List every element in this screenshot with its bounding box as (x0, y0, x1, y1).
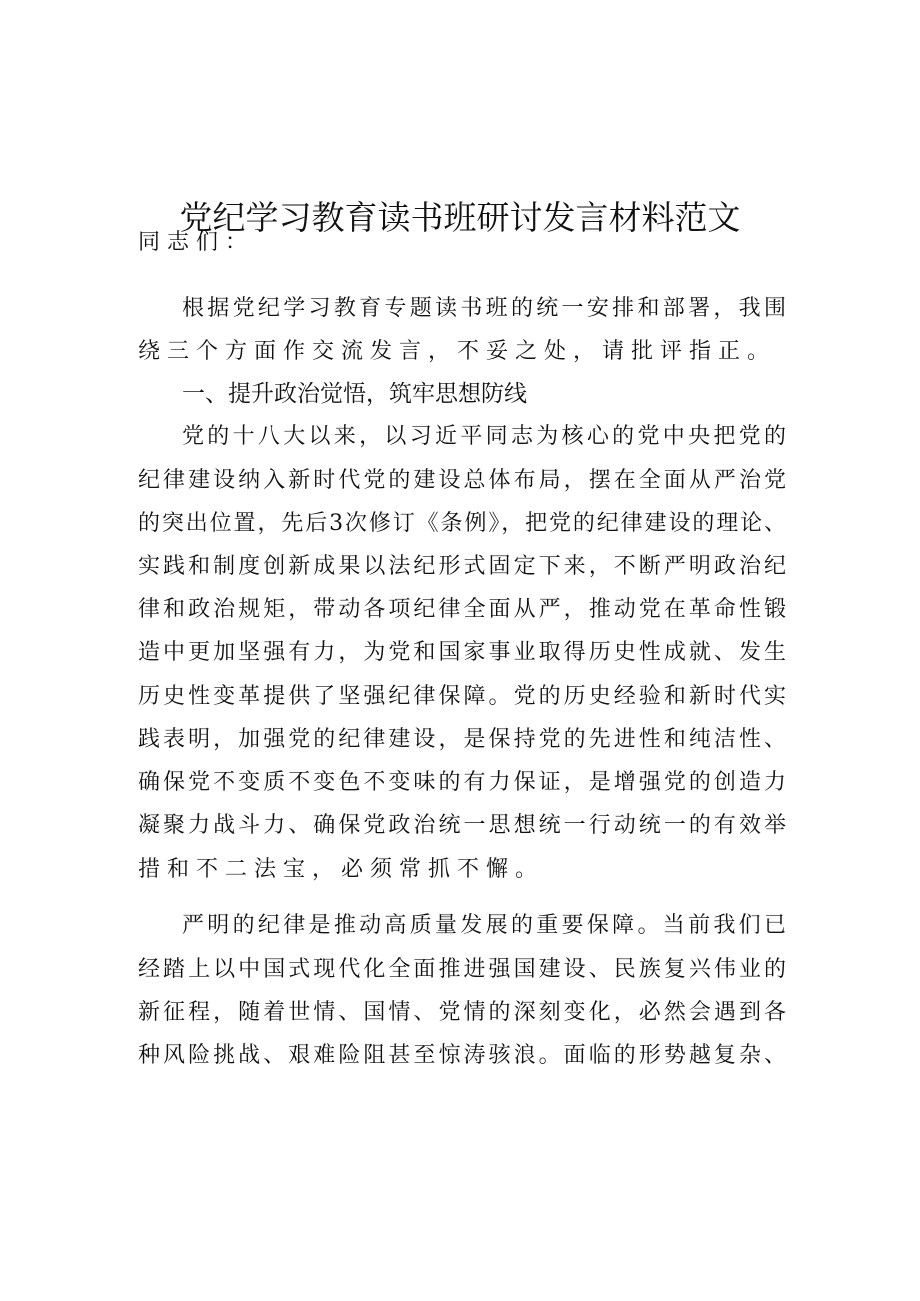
paragraph-line: 严明的纪律是推动高质量发展的重要保障。当前我们已 (182, 913, 786, 938)
paragraph-line: 纪律建设纳入新时代党的建设总体布局，摆在全面从严治党 (138, 468, 786, 493)
paragraph-line: 种风险挑战、艰难险阻甚至惊涛骇浪。面临的形势越复杂、 (138, 1043, 786, 1068)
paragraph-line: 确保党不变质不变色不变味的有力保证，是增强党的创造力 (138, 770, 786, 795)
salutation: 同志们： (138, 230, 255, 255)
document-title: 党纪学习教育读书班研讨发言材料范文 (179, 198, 741, 237)
paragraph-line: 经踏上以中国式现代化全面推进强国建设、民族复兴伟业的 (138, 957, 786, 982)
intro-line: 绕三个方面作交流发言，不妥之处，请批评指正。 (138, 339, 777, 364)
paragraph-line: 践表明，加强党的纪律建设，是保持党的先进性和纯洁性、 (138, 727, 786, 752)
intro-line: 根据党纪学习教育专题读书班的统一安排和部署，我围 (182, 296, 786, 321)
paragraph-line: 历史性变革提供了坚强纪律保障。党的历史经验和新时代实 (138, 684, 786, 709)
section-heading: 一、提升政治觉悟，筑牢思想防线 (182, 381, 527, 407)
paragraph-line: 党的十八大以来，以习近平同志为核心的党中央把党的 (182, 424, 786, 449)
paragraph-line: 实践和制度创新成果以法纪形式固定下来，不断严明政治纪 (138, 554, 786, 579)
paragraph-line: 措和不二法宝，必须常抓不懈。 (138, 857, 545, 882)
paragraph-line: 的突出位置，先后3次修订《条例》，把党的纪律建设的理论、 (138, 511, 786, 536)
paragraph-line: 凝聚力战斗力、确保党政治统一思想统一行动统一的有效举 (138, 813, 786, 838)
paragraph-line: 律和政治规矩，带动各项纪律全面从严，推动党在革命性锻 (138, 597, 786, 622)
paragraph-line: 造中更加坚强有力，为党和国家事业取得历史性成就、发生 (138, 640, 786, 665)
paragraph-line: 新征程，随着世情、国情、党情的深刻变化，必然会遇到各 (138, 1000, 786, 1025)
